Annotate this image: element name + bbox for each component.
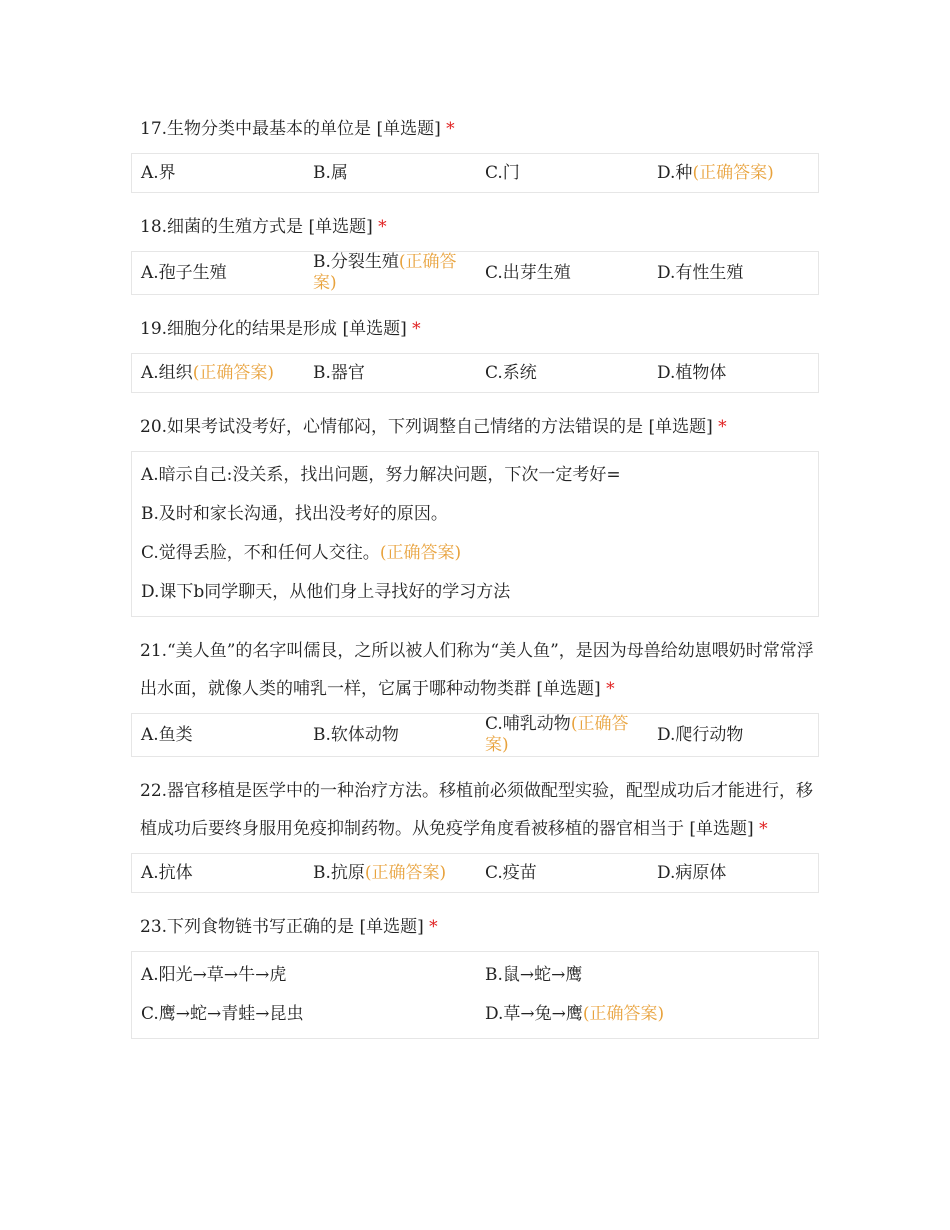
option-content [485,863,537,884]
option-b[interactable] [132,495,818,534]
option-c[interactable] [476,714,648,756]
option-label: A.抗体 [141,862,193,883]
required-star: * [606,679,615,699]
option-label: A.孢子生殖 [141,262,227,283]
option-label: B.及时和家长沟通，找出没考好的原因。 [141,504,448,524]
option-label: D.植物体 [657,362,727,383]
question-number-dot: . [161,641,168,661]
option-content [141,725,193,746]
correct-answer-tag: (正确答案) [313,252,457,293]
question-type-label: [单选题] [648,417,713,437]
option-content [141,965,286,986]
question-number: 23 [140,917,162,937]
option-content [141,504,448,525]
option-content [141,465,621,486]
option-c[interactable] [132,995,476,1034]
option-label: A.暗示自己:没关系，找出问题，努力解决问题，下次一定考好= [141,465,621,485]
question-title [131,208,819,246]
required-star: * [412,319,421,339]
options-box [131,153,819,193]
option-label: B.分裂生殖 [313,252,399,272]
option-a[interactable] [132,252,304,294]
option-label: B.器官 [313,362,365,383]
question-title [131,772,819,848]
option-content [657,263,743,284]
option-b[interactable] [304,252,476,294]
option-label: A.界 [141,162,176,183]
question-19 [131,310,819,393]
question-title [131,310,819,348]
question-18 [131,208,819,295]
option-content [141,863,193,884]
question-text: “美人鱼”的名字叫儒艮，之所以被人们称为“美人鱼”，是因为母兽给幼崽喂奶时常常浮出水面，就像人类的哺乳一样，它属于哪种动物类群 [140,641,814,699]
question-text: 生物分类中最基本的单位是 [167,119,372,139]
option-label: B.鼠→蛇→鹰 [485,965,583,985]
option-content [141,582,510,603]
question-number-dot: . [161,119,168,139]
option-b[interactable] [476,956,818,995]
option-b[interactable] [304,714,476,756]
required-star: * [429,917,438,937]
question-number-dot: . [161,917,168,937]
required-star: * [378,217,387,237]
option-content [485,965,582,986]
option-d[interactable] [648,252,818,294]
option-label: C.系统 [485,362,537,383]
required-star: * [759,819,768,839]
option-label: D.课下b同学聊天，从他们身上寻找好的学习方法 [141,582,511,602]
question-text: 器官移植是医学中的一种治疗方法。移植前必须做配型实验，配型成功后才能进行，移植成功后要终身服用免疫抑制药物。从免疫学角度看被移植的器官相当于 [140,781,814,839]
correct-answer-tag: (正确答案) [485,714,629,755]
question-title [131,632,819,708]
option-content [657,863,726,884]
option-label: B.属 [313,162,348,183]
option-content [313,725,399,746]
options-box [131,713,819,757]
question-type-label: [单选题] [308,217,373,237]
option-d[interactable] [648,714,818,756]
option-c[interactable] [132,534,818,573]
required-star: * [446,119,455,139]
options-box [131,853,819,893]
option-content [141,363,274,384]
option-content [657,163,774,184]
options-box [131,251,819,295]
option-content [313,252,468,294]
option-label: D.草→兔→鹰 [485,1004,583,1024]
option-a[interactable] [132,956,476,995]
question-type-label: [单选题] [536,679,601,699]
option-a[interactable] [132,154,304,192]
question-list [131,110,819,1054]
option-c[interactable] [476,854,648,892]
option-label: C.鹰→蛇→青蛙→昆虫 [141,1004,304,1024]
option-content [141,263,227,284]
question-number: 19 [140,319,162,339]
option-content [313,163,348,184]
question-type-label: [单选题] [359,917,424,937]
option-a[interactable] [132,854,304,892]
option-a[interactable] [132,354,304,392]
question-text: 细胞分化的结果是形成 [167,319,338,339]
option-label: D.有性生殖 [657,262,744,283]
option-label: B.软体动物 [313,724,399,745]
option-d[interactable] [648,854,818,892]
question-text: 下列食物链书写正确的是 [167,917,355,937]
correct-answer-tag: (正确答案) [364,862,447,883]
option-label: C.门 [485,162,520,183]
correct-answer-tag: (正确答案) [692,162,774,183]
question-17 [131,110,819,193]
question-title [131,908,819,946]
option-label: C.出芽生殖 [485,262,571,283]
option-label: A.阳光→草→牛→虎 [141,965,287,985]
option-content [313,363,365,384]
question-title [131,408,819,446]
option-c[interactable] [476,354,648,392]
option-content [313,863,446,884]
question-number: 21 [140,641,162,661]
option-label: D.爬行动物 [657,724,744,745]
correct-answer-tag: (正确答案) [379,543,462,563]
option-content [485,714,640,756]
option-label: C.觉得丢脸，不和任何人交往。 [141,543,380,563]
option-label: C.疫苗 [485,862,537,883]
question-type-label: [单选题] [342,319,407,339]
required-star: * [718,417,727,437]
question-number: 20 [140,417,162,437]
option-label: A.组织 [141,362,193,383]
option-b[interactable] [304,854,476,892]
question-21 [131,632,819,757]
option-b[interactable] [304,354,476,392]
option-content [485,263,571,284]
option-d[interactable] [648,354,818,392]
option-c[interactable] [476,252,648,294]
question-number-dot: . [161,417,168,437]
options-box [131,353,819,393]
option-label: B.抗原 [313,862,365,883]
option-d[interactable] [132,573,818,612]
option-content [485,1004,664,1025]
option-label: C.哺乳动物 [485,714,571,734]
correct-answer-tag: (正确答案) [582,1004,665,1024]
option-label: D.病原体 [657,862,727,883]
question-number: 22 [140,781,162,801]
option-a[interactable] [132,714,304,756]
question-20 [131,408,819,617]
question-type-label: [单选题] [689,819,754,839]
option-content [485,363,537,384]
option-d[interactable] [648,154,818,192]
option-content [657,363,726,384]
question-text: 细菌的生殖方式是 [167,217,304,237]
option-content [141,543,461,564]
question-text: 如果考试没考好，心情郁闷，下列调整自己情绪的方法错误的是 [167,417,644,437]
correct-answer-tag: (正确答案) [192,362,274,383]
question-number-dot: . [161,781,168,801]
option-b[interactable] [304,154,476,192]
question-number: 17 [140,119,162,139]
option-content [141,163,176,184]
question-23 [131,908,819,1039]
question-type-label: [单选题] [376,119,441,139]
option-c[interactable] [476,154,648,192]
option-content [657,725,743,746]
option-a[interactable] [132,456,818,495]
question-title [131,110,819,148]
options-box [131,451,819,617]
option-content [141,1004,304,1025]
question-number-dot: . [161,217,168,237]
option-content [485,163,520,184]
option-d[interactable] [476,995,818,1034]
question-22 [131,772,819,893]
option-label: A.鱼类 [141,724,193,745]
question-number-dot: . [161,319,168,339]
options-box [131,951,819,1039]
question-number: 18 [140,217,162,237]
option-label: D.种 [657,162,693,183]
